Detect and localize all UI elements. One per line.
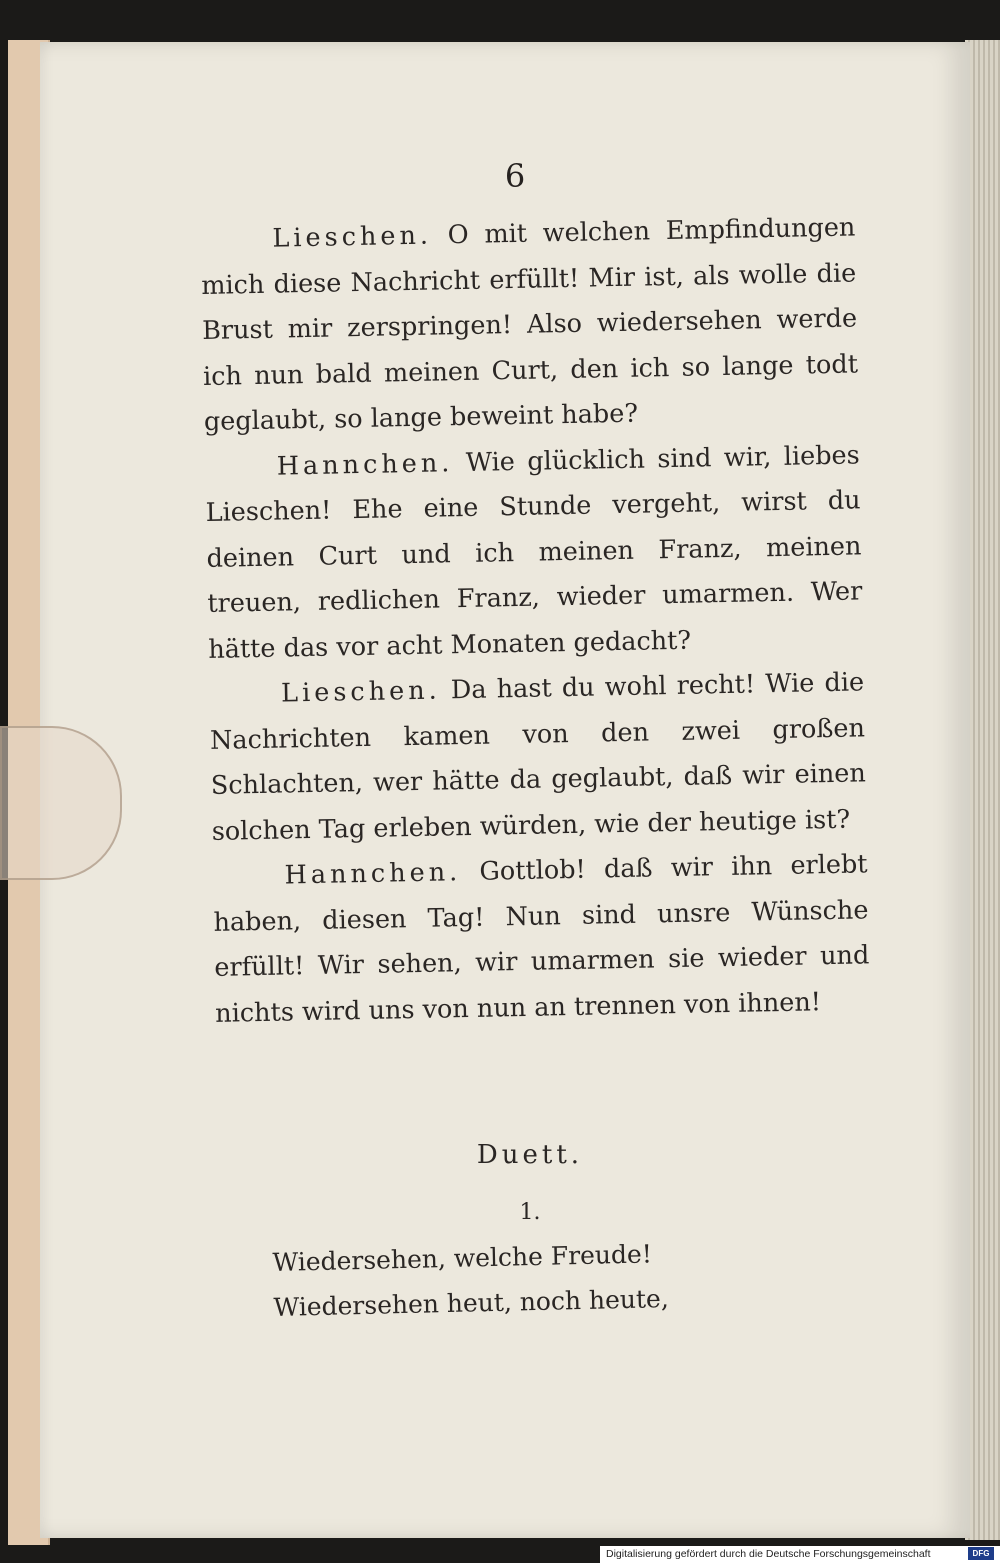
dfg-logo: DFG (968, 1547, 994, 1560)
dialogue-line: O mit welchen Empfindungen mich diese Nachricht erfüllt! Mir ist, als wolle die Brust mir zerspringen! Also wiedersehen werde ich nun bald meinen Curt, den ich so lange todt geglaubt, so lange beweint habe? (201, 212, 859, 437)
dialogue-paragraph (212, 842, 870, 1037)
song-title: Duett. (476, 1140, 584, 1170)
verse-line: Wiedersehen, welche Freude! (272, 1239, 653, 1277)
verse-line: Wiedersehen heut, noch heute, (273, 1284, 670, 1322)
page-number: 6 (504, 157, 526, 195)
song-verse (272, 1230, 694, 1330)
page-clip (0, 726, 122, 880)
dialogue-text (200, 205, 871, 1036)
page-stack-edge (965, 40, 1000, 1540)
dialogue-line: Wie glücklich sind wir, liebes Lieschen! Ehe eine Stunde vergeht, wirst du deinen Curt und ich meinen Franz, meinen treuen, redlichen Franz, wieder umarmen. Wer hätte das vor acht Monaten gedacht? (205, 439, 863, 665)
footer-credit: Digitalisierung gefördert durch die Deutsche Forschungsgemeinschaft (606, 1548, 931, 1560)
speaker-name: Lieschen. (280, 675, 441, 709)
verse-number: 1. (519, 1200, 541, 1225)
speaker-name: Lieschen. (272, 220, 433, 254)
speaker-name: Hannchen. (284, 857, 462, 891)
dialogue-line: Da hast du wohl recht! Wie die Nachrichten kamen von den zwei großen Schlachten, wer hätte da geglaubt, daß wir einen solchen Tag erleben würden, wie der heutige ist? (209, 667, 867, 847)
dialogue-line: Gottlob! daß wir ihn erlebt haben, diesen Tag! Nun sind unsre Wünsche erfüllt! Wir sehen, wir umarmen sie wieder und nichts wird uns von nun an trennen von ihnen! (213, 849, 870, 1029)
dialogue-paragraph (200, 205, 859, 445)
dialogue-paragraph (204, 433, 863, 673)
speaker-name: Hannchen. (276, 447, 454, 482)
dialogue-paragraph (209, 660, 867, 855)
